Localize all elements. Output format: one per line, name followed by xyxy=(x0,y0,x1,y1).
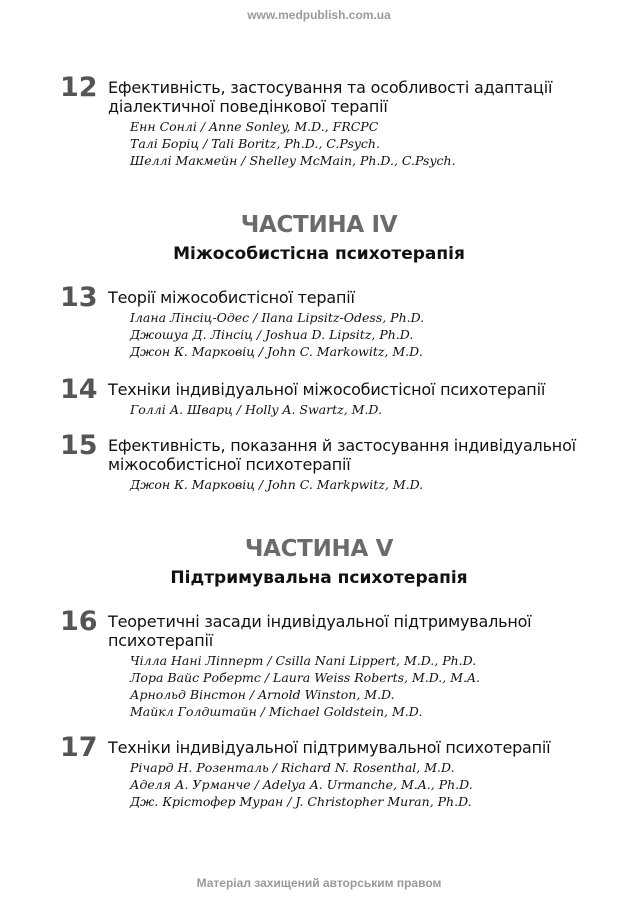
chapter-title-line: міжособистісної психотерапії xyxy=(108,455,351,474)
header-url: www.medpublish.com.ua xyxy=(247,8,391,22)
chapter-number: 12 xyxy=(60,72,98,103)
chapter-title xyxy=(108,78,578,116)
chapter-number: 16 xyxy=(60,606,98,637)
author-line: Лора Вайс Робертс / Laura Weiss Roberts, M.D., M.A. xyxy=(130,670,480,685)
author-line: Енн Сонлі / Anne Sonley, M.D., FRCPC xyxy=(130,119,379,134)
chapter-authors xyxy=(130,401,570,418)
author-line: Майкл Голдштайн / Michael Goldstein, M.D. xyxy=(130,704,423,719)
part-title: Підтримувальна психотерапія xyxy=(170,568,468,588)
part-title: Міжособистісна психотерапія xyxy=(173,244,465,264)
author-line: Дж. Крістофер Муран / J. Christopher Muran, Ph.D. xyxy=(130,794,472,809)
author-line: Аделя А. Урманче / Adelya A. Urmanche, M.A., Ph.D. xyxy=(130,777,473,792)
author-line: Джон К. Марковіц / John C. Markpwitz, M.D. xyxy=(130,477,424,492)
chapter-title-line: психотерапії xyxy=(108,631,213,650)
part-label: ЧАСТИНА IV xyxy=(240,212,398,238)
chapter-authors xyxy=(130,652,570,720)
chapter-title-line: Теоретичні засади індивідуальної підтримувальної xyxy=(108,612,532,631)
chapter-title xyxy=(108,288,578,307)
author-line: Талі Боріц / Tali Boritz, Ph.D., C.Psych. xyxy=(130,136,380,151)
part-label: ЧАСТИНА V xyxy=(244,536,394,562)
author-line: Шеллі Макмейн / Shelley McMain, Ph.D., C.Psych. xyxy=(130,153,456,168)
chapter-title-line: Ефективність, показання й застосування індивідуальної xyxy=(108,436,576,455)
chapter-number: 13 xyxy=(60,282,98,313)
footer-copyright-note: Матеріал захищений авторським правом xyxy=(196,876,442,890)
chapter-title xyxy=(108,436,578,474)
chapter-title xyxy=(108,738,578,757)
chapter-number: 14 xyxy=(60,374,98,405)
author-line: Чілла Нані Ліпперт / Csilla Nani Lippert, M.D., Ph.D. xyxy=(130,653,477,668)
chapter-title xyxy=(108,380,578,399)
chapter-title-line: діалектичної поведінкової терапії xyxy=(108,97,388,116)
author-line: Джошуа Д. Лінсіц / Joshua D. Lipsitz, Ph.D. xyxy=(130,327,414,342)
chapter-authors xyxy=(130,118,570,169)
chapter-title xyxy=(108,612,578,650)
chapter-title-line: Техніки індивідуальної міжособистісної психотерапії xyxy=(108,380,546,399)
author-line: Арнольд Вінстон / Arnold Winston, M.D. xyxy=(130,687,395,702)
chapter-authors xyxy=(130,309,570,360)
chapter-title-line: Техніки індивідуальної підтримувальної психотерапії xyxy=(108,738,551,757)
author-line: Ілана Лінсіц-Одес / Ilana Lipsitz-Odess, Ph.D. xyxy=(130,310,425,325)
chapter-title-line: Ефективність, застосування та особливості адаптації xyxy=(108,78,553,97)
chapter-number: 15 xyxy=(60,430,98,461)
author-line: Джон К. Марковіц / John C. Markowitz, M.D. xyxy=(130,344,423,359)
chapter-title-line: Теорії міжособистісної терапії xyxy=(108,288,355,307)
author-line: Річард Н. Розенталь / Richard N. Rosenthal, M.D. xyxy=(130,760,455,775)
author-line: Голлі А. Шварц / Holly A. Swartz, M.D. xyxy=(130,402,382,417)
chapter-number: 17 xyxy=(60,732,98,763)
chapter-authors xyxy=(130,759,570,810)
chapter-authors xyxy=(130,476,570,493)
